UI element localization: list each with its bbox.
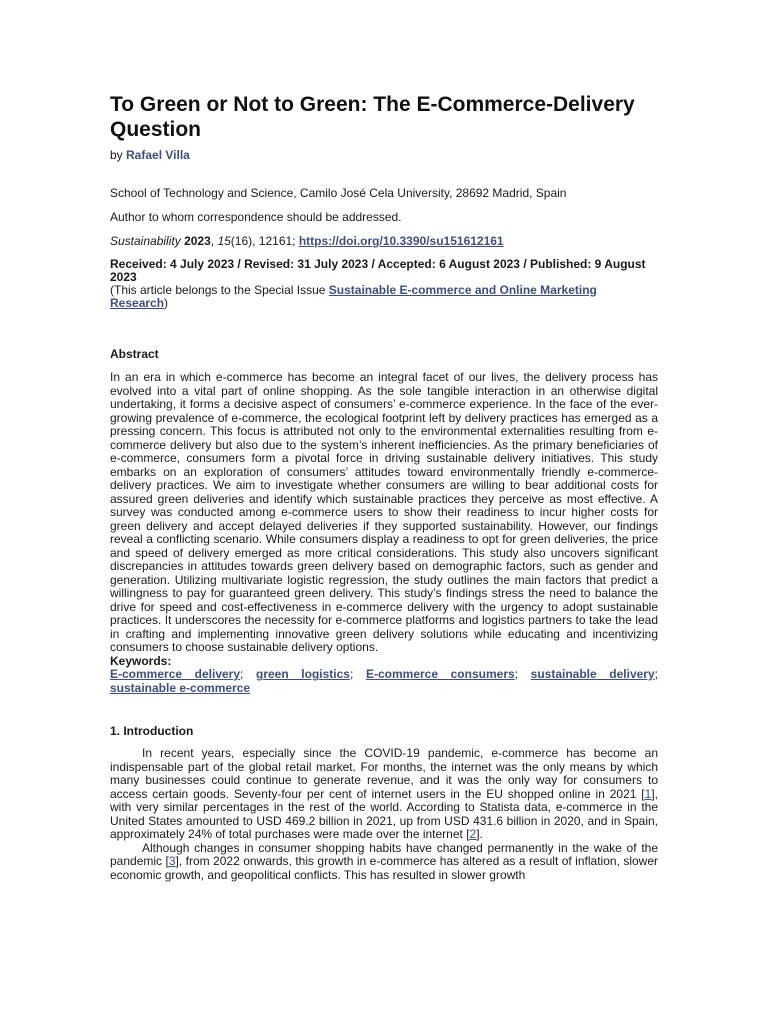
keywords-heading: Keywords: [110,653,172,668]
special-issue-suffix: ) [164,296,169,310]
citation-issue-pages: (16), 12161; [230,234,299,248]
special-issue-link[interactable]: Sustainable E-commerce and Online Marketing Research [110,283,597,310]
byline [110,148,658,163]
special-issue-note [110,284,658,310]
citation-journal: Sustainability [110,234,181,248]
paragraph-text: ], from 2022 onwards, this growth in e-commerce has altered as a result of inflation, slower economic growth, and geopolitical conflicts. This has resulted in slower growth [110,854,658,882]
keyword-link[interactable]: green logistics [256,667,350,681]
paragraph-text: ]. [476,827,483,841]
paragraph-text: Although changes in consumer shopping habits have changed permanently in the wake of the pandemic [ [110,840,658,868]
citation-volume: 15 [217,234,231,248]
article-content [110,92,658,882]
citation [110,234,658,249]
reference-link[interactable]: 3 [168,854,176,868]
keyword-link[interactable]: sustainable e-commerce [110,680,251,695]
citation-sep2: , [210,234,218,248]
byline-prefix: by [110,148,127,162]
reference-link[interactable]: 1 [644,786,652,801]
affiliation: School of Technology and Science, Camilo José Cela University, 28692 Madrid, Spain [110,186,567,200]
publication-dates: Received: 4 July 2023 / Revised: 31 July 2023 / Accepted: 6 August 2023 / Published: 9 August 2023 [110,257,646,284]
keyword-separator: ; [240,667,256,681]
article-title: To Green or Not to Green: The E-Commerce-Delivery Question [110,93,635,141]
keyword-link[interactable]: E-commerce consumers [365,667,515,681]
special-issue-prefix: (This article belongs to the Special Issue [110,283,329,297]
doi-link[interactable]: https://doi.org/10.3390/su151612161 [298,234,504,248]
paragraph-text: ], with very similar percentages in the rest of the world. According to Statista data, e-commerce in the United States amounted to USD 469.2 billion in 2021, up from USD 431.6 billion in 2020, and in Spain, approximately 24% of total purchases were made over the internet [ [110,786,658,841]
abstract-text: In an era in which e-commerce has become an integral facet of our lives, the delivery process has evolved into a vital part of online shopping. As the sole tangible interaction in an otherwise digital undertaking, it forms a decisive aspect of consumers’ e-commerce experience. In the face of the ever-growing prevalence of e-commerce, the ecological footprint left by delivery practices has emerged as a pressing concern. This focus is attributed not only to the environmental externalities resulting from e-commerce delivery but also due to the system’s inherent inefficiencies. As the primary beneficiaries of e-commerce, consumers form a pivotal force in driving sustainable delivery initiatives. This study embarks on an exploration of consumers’ attitudes toward environmentally friendly e-commerce-delivery practices. We aim to investigate whether consumers are willing to bear additional costs for assured green deliveries and identify which sustainable practices they perceive as most effective. A survey was conducted among e-commerce users to show their readiness to incur higher costs for green delivery and accept delayed deliveries if they supported sustainability. However, our findings reveal a conflicting scenario. While consumers display a readiness to opt for green deliveries, the price and speed of delivery emerged as more critical considerations. This study also uncovers significant discrepancies in attitudes towards green delivery based on demographic factors, such as gender and generation. Utilizing multivariate logistic regression, the study outlines the main factors that predict a willingness to pay for guaranteed green delivery. This study’s findings stress the need to balance the drive for speed and cost-effectiveness in e-commerce delivery with the urgency to adopt sustainable practices. It underscores the necessity for e-commerce platforms and logistics partners to take the lead in crafting and implementing innovative green delivery solutions while educating and incentivizing consumers to choose sustainable delivery options. [110,370,658,654]
keywords-list [110,668,658,695]
correspondence-note: Author to whom correspondence should be addressed. [110,210,402,224]
introduction-paragraph-1 [110,747,658,842]
reference-link[interactable]: 2 [469,827,477,841]
keyword-link[interactable]: E-commerce delivery [110,667,241,681]
paragraph-text: In recent years, especially since the COVID-19 pandemic, e-commerce has become an indispensable part of the global retail market. For months, the internet was the only means by which many businesses could continue to generate revenue, and it was the only way for consumers to access certain goods. Seventy-four per cent of internet users in the EU shopped online in 2021 [ [110,746,658,801]
keyword-link[interactable]: sustainable delivery [530,667,655,681]
abstract-heading: Abstract [110,347,159,361]
keyword-separator: ; [514,667,531,681]
introduction-heading: 1. Introduction [110,724,194,738]
author-link[interactable]: Rafael Villa [126,148,190,162]
introduction-paragraph-2 [110,842,658,883]
keyword-separator: ; [350,667,366,681]
keyword-separator: ; [654,667,658,681]
citation-year: 2023 [184,234,211,248]
